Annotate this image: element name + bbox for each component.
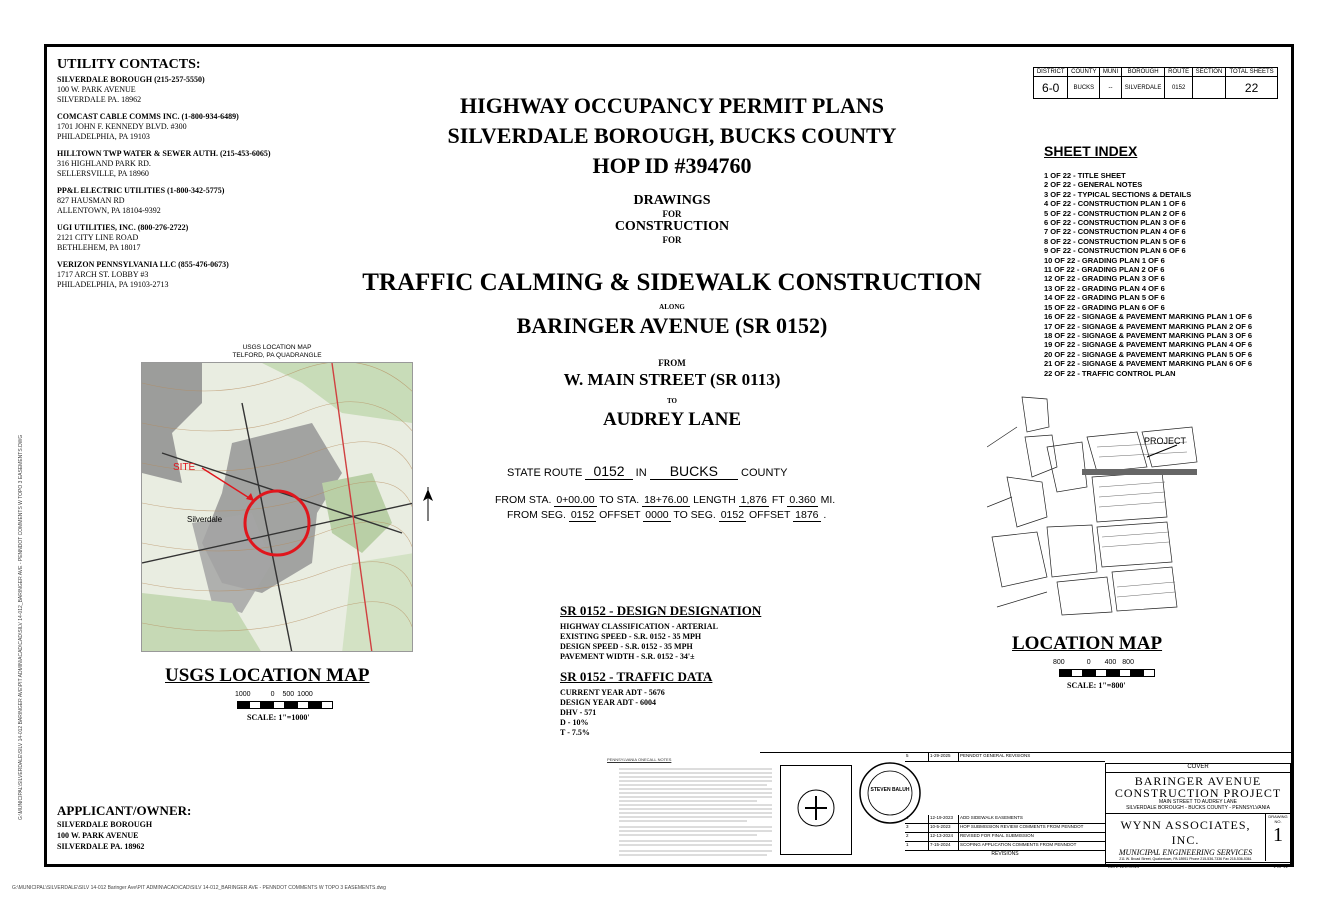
- project-title-1: BARINGER AVENUE: [1134, 774, 1262, 788]
- drawing-no: 1: [1273, 824, 1283, 846]
- segment-line: FROM SEG. 0152 OFFSET 0000 TO SEG. 0152 OFFSET 1876 .: [507, 509, 827, 521]
- usgs-scale-bar: [237, 701, 333, 709]
- sheet-index-item: 17 OF 22 - SIGNAGE & PAVEMENT MARKING PLAN 2 OF 6: [1044, 321, 1253, 331]
- drawing-sheet: [44, 44, 1294, 867]
- north-arrow-icon: [422, 487, 434, 521]
- project-label: PROJECT: [1144, 436, 1187, 446]
- from-label: FROM: [658, 358, 686, 368]
- utility-contact: UGI UTILITIES, INC. (800-276-2722) 2121 CITY LINE ROAD BETHLEHEM, PA 18017: [57, 223, 189, 252]
- firm-subtitle: MUNICIPAL ENGINEERING SERVICES: [1118, 848, 1253, 857]
- revisions-table: [905, 753, 1105, 762]
- along-label: ALONG: [659, 303, 685, 311]
- project-limits: MAIN STREET TO AUDREY LANE: [1159, 799, 1237, 805]
- usgs-scale-text: SCALE: 1"=1000': [247, 713, 310, 722]
- footer-filepath: G:\MUNICIPAL\SILVERDALE\SILV 14-012 Baringer Ave\PIT ADMIN\ACAD\CAD\SILV 14-012_BARINGER AVE - PENNDOT COMMENTS W TOPO 3 EASEMENTS.dwg: [12, 885, 386, 891]
- revision-row: 2 12-13-2024 REVISED FOR FINAL SUBMISSION: [905, 833, 1105, 842]
- sheet-index-item: 10 OF 22 - GRADING PLAN 1 OF 6: [1044, 255, 1165, 265]
- usgs-topo-map: [141, 362, 413, 652]
- project-title-2: CONSTRUCTION PROJECT: [1114, 786, 1282, 800]
- utility-contact: COMCAST CABLE COMMS INC. (1-800-934-6489) 1701 JOHN F. KENNEDY BLVD. #300 PHILADELPHIA, PA 19103: [57, 112, 239, 141]
- project-title-panel: [1105, 763, 1291, 869]
- traffic-data-title: SR 0152 - TRAFFIC DATA: [560, 669, 713, 684]
- usgs-scale-ticks: 1000 0 500 1000: [235, 691, 313, 698]
- date-field: DATE 11/17/2023: [1108, 864, 1140, 869]
- location-map-graphic: [987, 387, 1202, 617]
- sheet-index-item: 20 OF 22 - SIGNAGE & PAVEMENT MARKING PLAN 5 OF 6: [1044, 349, 1253, 359]
- applicant-title: APPLICANT/OWNER:: [57, 803, 192, 818]
- revision-row: 3 10-5-2023 HOP SUBMISSION REVIEW COMMENTS FROM PENNDOT: [905, 824, 1105, 833]
- main-title: HIGHWAY OCCUPANCY PERMIT PLANS SILVERDALE BOROUGH, BUCKS COUNTY HOP ID #394760: [447, 93, 897, 178]
- drawing-no-label: DRAWING NO.: [1268, 814, 1288, 824]
- sheet-index-item: 9 OF 22 - CONSTRUCTION PLAN 6 OF 6: [1044, 246, 1186, 256]
- cover-label: COVER: [1106, 764, 1290, 773]
- sheet-of: 1 OF 22: [1273, 864, 1288, 869]
- sheet-index-item: 12 OF 22 - GRADING PLAN 3 OF 6: [1044, 274, 1165, 284]
- sheet-index-list: [1044, 171, 1252, 378]
- sheet-index-item: 14 OF 22 - GRADING PLAN 5 OF 6: [1044, 293, 1165, 303]
- firm-name: WYNN ASSOCIATES, INC.: [1120, 818, 1251, 847]
- onecall-notes: PENNSYLVANIA ONECALL NOTES: [607, 757, 777, 861]
- station-line: FROM STA. 0+00.00 TO STA. 18+76.00 LENGTH 1,876 FT 0.360 MI.: [495, 494, 836, 506]
- sheet-index-item: 3 OF 22 - TYPICAL SECTIONS & DETAILS: [1044, 189, 1192, 199]
- road-name: BARINGER AVENUE (SR 0152): [516, 313, 828, 338]
- sheet-index-item: 13 OF 22 - GRADING PLAN 4 OF 6: [1044, 283, 1165, 293]
- sheet-index-item: 21 OF 22 - SIGNAGE & PAVEMENT MARKING PLAN 6 OF 6: [1044, 359, 1253, 369]
- usgs-caption: USGS LOCATION MAP TELFORD, PA QUADRANGLE: [232, 344, 322, 359]
- district-table: DISTRICT COUNTY MUNI BOROUGH ROUTE SECTION TOTAL SHEETS 6-0 BUCKS -- SILVERDALE 0152 22: [1033, 67, 1278, 99]
- revision-row: 5 1-29-2025 PENNDOT GENERAL REVISIONS: [905, 753, 1105, 762]
- sheet-index-item: 2 OF 22 - GENERAL NOTES: [1044, 180, 1143, 190]
- topo-map-graphic: [142, 363, 413, 652]
- margin-filepath: G:\MUNICIPAL\SILVERDALE\SILV 14-012 BARINGER AVE\PIT ADMIN\ACAD\CAD\SILV 14-012_BARINGER AVE - PENNDOT COMMENTS W TOPO 3 EASEMENTS.DWG: [18, 434, 24, 820]
- location-map-heading: LOCATION MAP: [1012, 633, 1163, 654]
- town-label: Silverdale: [187, 515, 223, 524]
- drawings-for-construction: DRAWINGS FOR CONSTRUCTION FOR: [614, 193, 730, 245]
- sheet-index-item: 4 OF 22 - CONSTRUCTION PLAN 1 OF 6: [1044, 199, 1186, 209]
- firm-address: 211 W. Broad Street, Quakertown, PA 18951 Phone 215-536-7336 Fax 215-536-5361: [1119, 857, 1252, 861]
- utility-contacts-title: UTILITY CONTACTS:: [57, 57, 201, 72]
- revisions-table-lower: [905, 815, 1105, 859]
- sheet-index-item: 7 OF 22 - CONSTRUCTION PLAN 4 OF 6: [1044, 227, 1186, 237]
- revisions-header: REVISIONS: [991, 851, 1019, 857]
- utility-contacts-list: [57, 75, 317, 297]
- notes-fine-print: [607, 765, 777, 860]
- design-designation-list: HIGHWAY CLASSIFICATION - ARTERIAL EXISTING SPEED - S.R. 0152 - 35 MPH DESIGN SPEED - S.R. 0152 - 35 MPH PAVEMENT WIDTH - S.R. 0152 - 34'±: [560, 622, 718, 661]
- revision-row: 1 7-15-2024 SCOPING APPLICATION COMMENTS FROM PENNDOT: [905, 842, 1105, 851]
- sheet-index-title: SHEET INDEX: [1044, 143, 1138, 159]
- utility-contact: PP&L ELECTRIC UTILITIES (1-800-342-5775) 827 HAUSMAN RD ALLENTOWN, PA 18104-9392: [57, 186, 225, 215]
- location-scale-bar: [1059, 669, 1155, 677]
- usgs-map-heading: USGS LOCATION MAP: [165, 665, 370, 686]
- pa-onecall-logo: [780, 765, 852, 855]
- location-scale-text: SCALE: 1"=800': [1067, 681, 1126, 690]
- traffic-data-list: CURRENT YEAR ADT - 5676 DESIGN YEAR ADT - 6004 DHV - 571 D - 10% T - 7.5%: [560, 688, 665, 737]
- revision-row: 4 12-19-2023 ADD SIDEWALK EASEMENTS: [905, 815, 1105, 824]
- sheet-index-item: 5 OF 22 - CONSTRUCTION PLAN 2 OF 6: [1044, 208, 1186, 218]
- site-label: SITE: [173, 462, 196, 473]
- title-block: [760, 752, 1294, 867]
- sheet-index-item: 6 OF 22 - CONSTRUCTION PLAN 3 OF 6: [1044, 218, 1186, 228]
- project-name: TRAFFIC CALMING & SIDEWALK CONSTRUCTION: [362, 269, 982, 296]
- utility-contact: VERIZON PENNSYLVANIA LLC (855-476-0673) 1717 ARCH ST. LOBBY #3 PHILADELPHIA, PA 19103-2713: [57, 260, 229, 289]
- location-scale-ticks: 800 0 400 800: [1053, 659, 1134, 666]
- sheet-index-item: 8 OF 22 - CONSTRUCTION PLAN 5 OF 6: [1044, 236, 1186, 246]
- sheet-index-item: 16 OF 22 - SIGNAGE & PAVEMENT MARKING PLAN 1 OF 6: [1044, 312, 1253, 322]
- to-road: AUDREY LANE: [602, 409, 742, 430]
- sheet-index-item: 18 OF 22 - SIGNAGE & PAVEMENT MARKING PLAN 3 OF 6: [1044, 330, 1253, 340]
- sheet-index-item: 11 OF 22 - GRADING PLAN 2 OF 6: [1044, 265, 1165, 275]
- utility-contact: HILLTOWN TWP WATER & SEWER AUTH. (215-453-6065) 316 HIGHLAND PARK RD. SELLERSVILLE, PA 18960: [57, 149, 271, 178]
- state-route-line: STATE ROUTE 0152 IN BUCKS COUNTY: [507, 463, 788, 479]
- seal-name: STEVEN BALUH: [870, 787, 910, 793]
- to-label: TO: [667, 397, 677, 405]
- sheet-index-item: 22 OF 22 - TRAFFIC CONTROL PLAN: [1044, 368, 1176, 378]
- sheet-index-item: 19 OF 22 - SIGNAGE & PAVEMENT MARKING PLAN 4 OF 6: [1044, 340, 1253, 350]
- project-location: SILVERDALE BOROUGH - BUCKS COUNTY - PENNSYLVANIA: [1106, 805, 1290, 814]
- location-map: [987, 387, 1202, 617]
- sheet-index-item: 1 OF 22 - TITLE SHEET: [1044, 171, 1126, 180]
- utility-contact: SILVERDALE BOROUGH (215-257-5550) 100 W. PARK AVENUE SILVERDALE PA. 18962: [57, 75, 205, 104]
- from-road: W. MAIN STREET (SR 0113): [563, 370, 781, 389]
- design-designation-title: SR 0152 - DESIGN DESIGNATION: [560, 603, 762, 618]
- sheet-index-item: 15 OF 22 - GRADING PLAN 6 OF 6: [1044, 302, 1165, 312]
- applicant-info: SILVERDALE BOROUGH 100 W. PARK AVENUE SILVERDALE PA. 18962: [57, 820, 153, 851]
